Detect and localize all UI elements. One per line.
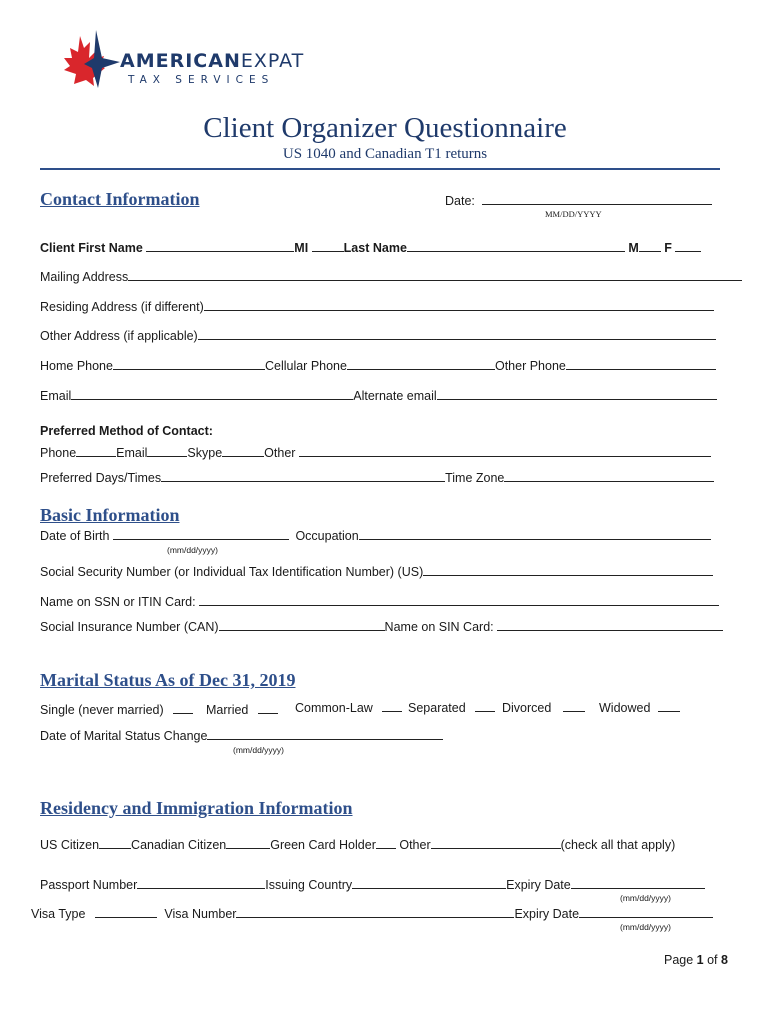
gender-f-label: F	[664, 241, 672, 255]
logo-tagline: TAX SERVICES	[128, 74, 275, 86]
phones-row	[40, 357, 716, 373]
company-logo	[60, 28, 310, 93]
page-current: 1	[696, 953, 704, 967]
visa-expiry-hint: (mm/dd/yyyy)	[620, 922, 671, 932]
other-citizenship-label: Other	[399, 838, 431, 852]
visa-type-label: Visa Type	[31, 907, 86, 921]
occupation-input[interactable]	[359, 527, 711, 540]
green-card-input[interactable]	[376, 836, 396, 849]
first-name-input[interactable]	[146, 239, 294, 252]
common-law-option[interactable]	[295, 699, 402, 715]
preferred-contact-heading: Preferred Method of Contact:	[40, 424, 213, 438]
skype-method-input[interactable]	[222, 444, 264, 457]
dob-format-hint: (mm/dd/yyyy)	[167, 545, 218, 555]
issuing-country-input[interactable]	[352, 876, 506, 889]
time-zone-input[interactable]	[504, 469, 714, 482]
separated-input[interactable]	[475, 699, 495, 712]
passport-label: Passport Number	[40, 878, 138, 892]
other-citizenship-input[interactable]	[431, 836, 561, 849]
common-law-input[interactable]	[382, 699, 402, 712]
phone-method-input[interactable]	[76, 444, 116, 457]
other-phone-input[interactable]	[566, 357, 716, 370]
mailing-address-row	[40, 268, 742, 284]
mailing-address-input[interactable]	[128, 268, 742, 281]
page-total: 8	[721, 953, 728, 967]
other-address-input[interactable]	[198, 327, 716, 340]
email-method-input[interactable]	[147, 444, 187, 457]
can-citizen-input[interactable]	[226, 836, 270, 849]
date-format-hint: MM/DD/YYYY	[545, 209, 602, 219]
marital-section-heading: Marital Status As of Dec 31, 2019	[40, 670, 296, 690]
page-label: Page	[664, 953, 697, 967]
date-label: Date:	[445, 194, 475, 208]
other-phone-label: Other Phone	[494, 359, 566, 373]
ssn-input[interactable]	[423, 563, 713, 576]
occupation-label: Occupation	[295, 529, 359, 543]
name-sin-label: Name on SIN Card:	[384, 620, 494, 634]
preferred-days-label: Preferred Days/Times	[40, 471, 162, 485]
page-of: of	[703, 953, 721, 967]
dob-occupation-row	[40, 527, 711, 543]
maple-leaf-icon	[60, 28, 122, 90]
passport-expiry-label: Expiry Date	[506, 878, 571, 892]
ssn-row	[40, 563, 713, 579]
separated-label: Separated	[408, 701, 466, 715]
residing-address-label: Residing Address (if different)	[40, 300, 204, 314]
us-citizen-label: US Citizen	[40, 838, 100, 852]
date-input-line[interactable]	[482, 192, 712, 205]
name-ssn-label: Name on SSN or ITIN Card:	[40, 595, 196, 609]
email-label: Email	[40, 389, 72, 403]
divorced-input[interactable]	[563, 699, 585, 712]
other-method-label: Other	[264, 446, 296, 460]
can-citizen-label: Canadian Citizen	[131, 838, 227, 852]
us-citizen-input[interactable]	[99, 836, 131, 849]
name-sin-input[interactable]	[497, 618, 723, 631]
married-option[interactable]	[206, 701, 278, 717]
married-label: Married	[206, 703, 249, 717]
logo-word-american: AMERICAN	[120, 50, 241, 72]
client-name-row	[40, 239, 701, 255]
visa-number-input[interactable]	[236, 905, 514, 918]
citizenship-row	[40, 836, 675, 852]
phone-method-label: Phone	[40, 446, 77, 460]
check-all-note: (check all that apply)	[560, 838, 676, 852]
marital-change-hint: (mm/dd/yyyy)	[233, 745, 284, 755]
mi-input[interactable]	[312, 239, 344, 252]
sin-label: Social Insurance Number (CAN)	[40, 620, 219, 634]
single-option[interactable]	[40, 701, 193, 717]
cell-phone-input[interactable]	[347, 357, 495, 370]
logo-word-expat: EXPAT	[240, 50, 305, 72]
visa-row	[31, 905, 713, 921]
gender-m-label: M	[628, 241, 639, 255]
alt-email-input[interactable]	[437, 387, 717, 400]
first-name-label: Client First Name	[40, 241, 143, 255]
last-name-label: Last Name	[343, 241, 407, 255]
single-label: Single (never married)	[40, 703, 164, 717]
title-divider	[40, 168, 720, 170]
ssn-label: Social Security Number (or Individual Tax Identification Number) (US)	[40, 565, 424, 579]
widowed-label: Widowed	[599, 701, 651, 715]
cell-phone-label: Cellular Phone	[264, 359, 347, 373]
visa-expiry-label: Expiry Date	[514, 907, 580, 921]
preferred-times-row	[40, 469, 714, 485]
residency-section-heading: Residency and Immigration Information	[40, 798, 353, 818]
widowed-option[interactable]	[599, 699, 680, 715]
dob-label: Date of Birth	[40, 529, 110, 543]
residing-address-input[interactable]	[204, 298, 714, 311]
contact-section-heading: Contact Information	[40, 189, 200, 209]
contact-method-row	[40, 444, 711, 460]
common-law-label: Common-Law	[295, 701, 373, 715]
visa-type-input[interactable]	[95, 905, 157, 918]
email-input[interactable]	[71, 387, 353, 400]
marital-change-row	[40, 727, 443, 743]
logo-wordmark	[120, 50, 304, 72]
issuing-country-label: Issuing Country	[265, 878, 353, 892]
sin-input[interactable]	[219, 618, 385, 631]
single-input[interactable]	[173, 701, 193, 714]
residing-address-row	[40, 298, 714, 314]
visa-expiry-input[interactable]	[579, 905, 713, 918]
email-row	[40, 387, 717, 403]
home-phone-input[interactable]	[113, 357, 265, 370]
page-subtitle: US 1040 and Canadian T1 returns	[282, 146, 488, 162]
date-field[interactable]	[445, 192, 712, 208]
last-name-input[interactable]	[407, 239, 625, 252]
passport-expiry-hint: (mm/dd/yyyy)	[620, 893, 671, 903]
dob-input[interactable]	[113, 527, 289, 540]
name-ssn-row	[40, 593, 719, 609]
green-card-label: Green Card Holder	[270, 838, 376, 852]
page-number	[664, 953, 728, 967]
alt-email-label: Alternate email	[353, 389, 437, 403]
email-method-label: Email	[116, 446, 148, 460]
marital-change-input[interactable]	[207, 727, 443, 740]
gender-m-input[interactable]	[639, 239, 661, 252]
sin-row	[40, 618, 723, 634]
passport-row	[40, 876, 705, 892]
visa-number-label: Visa Number	[164, 907, 237, 921]
other-address-row	[40, 327, 716, 343]
separated-option[interactable]	[408, 699, 495, 715]
passport-expiry-input[interactable]	[571, 876, 705, 889]
passport-input[interactable]	[137, 876, 265, 889]
divorced-option[interactable]	[502, 699, 585, 715]
preferred-days-input[interactable]	[161, 469, 445, 482]
gender-f-input[interactable]	[675, 239, 701, 252]
other-method-input[interactable]	[299, 444, 711, 457]
divorced-label: Divorced	[502, 701, 552, 715]
mi-label: MI	[294, 241, 309, 255]
widowed-input[interactable]	[658, 699, 680, 712]
basic-section-heading: Basic Information	[40, 505, 180, 525]
home-phone-label: Home Phone	[40, 359, 113, 373]
name-ssn-input[interactable]	[199, 593, 719, 606]
married-input[interactable]	[258, 701, 278, 714]
time-zone-label: Time Zone	[445, 471, 505, 485]
marital-change-label: Date of Marital Status Change	[40, 729, 208, 743]
other-address-label: Other Address (if applicable)	[40, 329, 198, 343]
mailing-address-label: Mailing Address	[40, 270, 129, 284]
skype-method-label: Skype	[187, 446, 223, 460]
page-title: Client Organizer Questionnaire	[203, 112, 567, 144]
